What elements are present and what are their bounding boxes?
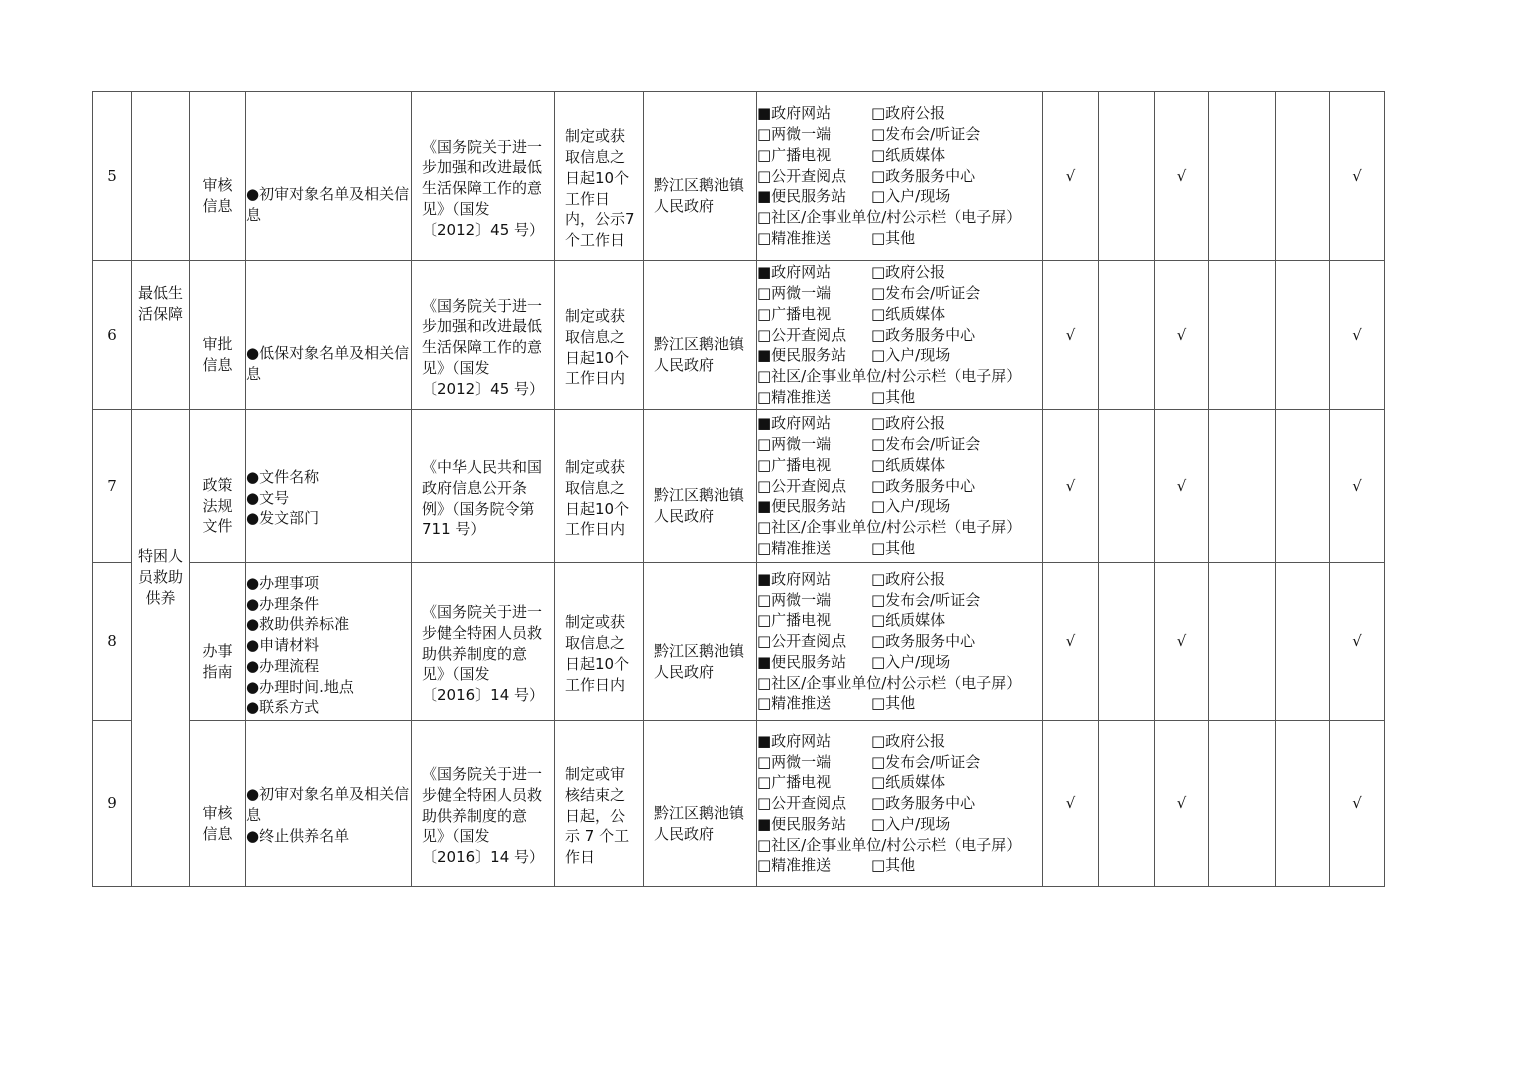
content-cell (246, 92, 412, 261)
subject-cell (644, 563, 757, 721)
basis-cell-text: 《国务院关于进一步加强和改进最低生活保障工作的意见》（国发〔2012〕45 号） (422, 296, 545, 398)
time-limit-cell (555, 410, 644, 563)
content-item: ●初审对象名单及相关信息 (246, 185, 410, 224)
table-row (93, 261, 1385, 410)
check-mark-cell: √ (1043, 92, 1099, 261)
channel-option: □社区/企事业单位/村公示栏（电子屏） (757, 835, 1022, 854)
basis-cell (412, 721, 555, 887)
time-limit-cell-text: 制定或获取信息之日起10个工作日内 (565, 613, 630, 694)
channel-option: ■便民服务站 (757, 346, 847, 365)
subject-cell-text: 黔江区鹅池镇人民政府 (654, 335, 745, 374)
channel-option: □广播电视 (757, 611, 832, 630)
channel-option: □广播电视 (757, 773, 832, 792)
check-mark-cell: √ (1330, 410, 1385, 563)
channel-option: □政府公报 (871, 731, 946, 750)
channel-option: □政务服务中心 (871, 166, 976, 185)
empty-cell (1276, 563, 1330, 721)
subcategory-label: 审核信息 (202, 176, 233, 215)
content-item: ●文号 (246, 488, 290, 507)
channel-option: □其他 (871, 228, 916, 247)
channel-option: □两微一端 (757, 590, 832, 609)
channel-option: □纸质媒体 (871, 455, 946, 474)
subcategory-cell (190, 92, 246, 261)
channel-option: □其他 (871, 856, 916, 875)
channel-option: ■政府网站 (757, 731, 832, 750)
check-mark-cell: √ (1155, 721, 1209, 887)
check-mark-cell: √ (1043, 721, 1099, 887)
basis-cell (412, 410, 555, 563)
content-item: ●办理条件 (246, 594, 320, 613)
basis-cell-text: 《国务院关于进一步健全特困人员救助供养制度的意见》（国发〔2016〕14 号） (422, 603, 545, 705)
channel-option: □公开查阅点 (757, 476, 847, 495)
subject-cell (644, 721, 757, 887)
empty-cell (1209, 92, 1276, 261)
channel-option: □公开查阅点 (757, 325, 847, 344)
subject-cell-text: 黔江区鹅池镇人民政府 (654, 486, 745, 525)
channel-option: □政府公报 (871, 414, 946, 433)
time-limit-cell-text: 制定或获取信息之日起10个工作日内 (565, 306, 630, 388)
subject-cell (644, 410, 757, 563)
check-mark-cell: √ (1155, 410, 1209, 563)
content-item: ●文件名称 (246, 467, 320, 486)
check-mark-cell: √ (1330, 92, 1385, 261)
content-item: ●办理事项 (246, 573, 320, 592)
table-row (93, 410, 1385, 563)
channels-cell (757, 563, 1043, 721)
basis-cell (412, 261, 555, 410)
content-item: ●联系方式 (246, 698, 320, 717)
category-label: 最低生活保障 (138, 284, 184, 323)
channel-option: □广播电视 (757, 304, 832, 323)
category-cell-dibao (132, 261, 190, 410)
channel-option: ■政府网站 (757, 263, 832, 282)
channel-option: □社区/企事业单位/村公示栏（电子屏） (757, 208, 1022, 227)
check-mark-cell: √ (1330, 563, 1385, 721)
channel-option: □精准推送 (757, 538, 832, 557)
channel-option: ■便民服务站 (757, 187, 847, 206)
empty-cell (1099, 261, 1155, 410)
content-cell (246, 261, 412, 410)
subcategory-cell (190, 563, 246, 721)
channel-option: □发布会/听证会 (871, 125, 981, 143)
content-cell (246, 410, 412, 563)
content-cell (246, 721, 412, 887)
row-number: 6 (93, 261, 132, 410)
channel-option: □纸质媒体 (871, 611, 946, 630)
time-limit-cell (555, 261, 644, 410)
channel-option: □精准推送 (757, 694, 832, 713)
subject-cell (644, 92, 757, 261)
channel-option: □入户/现场 (871, 346, 951, 365)
content-item: ●申请材料 (246, 636, 320, 655)
content-item: ●办理流程 (246, 656, 320, 675)
time-limit-cell (555, 92, 644, 261)
subject-cell-text: 黔江区鹅池镇人民政府 (654, 803, 745, 843)
empty-cell (1099, 563, 1155, 721)
subcategory-label: 审核信息 (202, 803, 233, 843)
channel-option: □纸质媒体 (871, 145, 946, 164)
row-number: 7 (93, 410, 132, 563)
channel-option: ■便民服务站 (757, 497, 847, 516)
empty-cell (1099, 721, 1155, 887)
channels-cell (757, 92, 1043, 261)
channel-option: □社区/企事业单位/村公示栏（电子屏） (757, 518, 1022, 537)
empty-cell (1099, 410, 1155, 563)
channel-option: □广播电视 (757, 145, 832, 164)
channel-option: □两微一端 (757, 125, 832, 143)
subject-cell-text: 黔江区鹅池镇人民政府 (654, 176, 745, 215)
channel-option: □公开查阅点 (757, 794, 847, 813)
channel-option: □社区/企事业单位/村公示栏（电子屏） (757, 673, 1022, 692)
channel-option: □两微一端 (757, 752, 832, 771)
channel-option: □纸质媒体 (871, 304, 946, 323)
basis-cell (412, 92, 555, 261)
channel-option: □入户/现场 (871, 187, 951, 206)
channel-option: □纸质媒体 (871, 773, 946, 792)
channel-option: □入户/现场 (871, 652, 951, 671)
check-mark-cell: √ (1155, 92, 1209, 261)
channel-option: □社区/企事业单位/村公示栏（电子屏） (757, 367, 1022, 386)
time-limit-cell-text: 制定或审核结束之日起，公示 7 个工作日 (565, 765, 630, 867)
channel-option: □公开查阅点 (757, 632, 847, 651)
empty-cell (1209, 563, 1276, 721)
channel-option: □其他 (871, 694, 916, 713)
channel-option: ■政府网站 (757, 414, 832, 433)
channel-option: □政府公报 (871, 104, 946, 123)
subcategory-cell (190, 721, 246, 887)
basis-cell-text: 《国务院关于进一步健全特困人员救助供养制度的意见》（国发〔2016〕14 号） (422, 765, 545, 867)
channel-option: □发布会/听证会 (871, 590, 981, 609)
channel-option: □两微一端 (757, 435, 832, 453)
channel-option: □其他 (871, 538, 916, 557)
channel-option: □发布会/听证会 (871, 284, 981, 302)
category-label: 特困人员救助供养 (138, 547, 184, 607)
empty-cell (1276, 721, 1330, 887)
subject-cell (644, 261, 757, 410)
channel-option: □政务服务中心 (871, 632, 976, 651)
channel-option: ■便民服务站 (757, 652, 847, 671)
subcategory-label: 审批信息 (202, 335, 233, 374)
check-mark-cell: √ (1155, 261, 1209, 410)
empty-cell (1209, 261, 1276, 410)
channel-option: □广播电视 (757, 455, 832, 474)
empty-cell (1276, 92, 1330, 261)
basis-cell-text: 《中华人民共和国政府信息公开条例》（国务院令第 711 号） (422, 457, 543, 539)
channel-option: ■便民服务站 (757, 814, 847, 833)
category-cell-empty (132, 92, 190, 261)
subcategory-label: 政策法规文件 (202, 475, 233, 536)
check-mark-cell: √ (1043, 563, 1099, 721)
check-mark-cell: √ (1330, 261, 1385, 410)
basis-cell-text: 《国务院关于进一步加强和改进最低生活保障工作的意见》（国发〔2012〕45 号） (422, 137, 545, 239)
check-mark-cell: √ (1330, 721, 1385, 887)
subcategory-label: 办事指南 (202, 641, 233, 681)
channel-option: □公开查阅点 (757, 166, 847, 185)
content-item: ●初审对象名单及相关信息 (246, 785, 410, 825)
empty-cell (1209, 721, 1276, 887)
channel-option: □其他 (871, 387, 916, 406)
channel-option: □发布会/听证会 (871, 752, 981, 771)
channel-option: □政务服务中心 (871, 476, 976, 495)
table-row (93, 92, 1385, 261)
time-limit-cell (555, 721, 644, 887)
basis-cell (412, 563, 555, 721)
channel-option: □政府公报 (871, 569, 946, 588)
subcategory-cell (190, 261, 246, 410)
category-cell-tekun (132, 410, 190, 887)
channel-option: ■政府网站 (757, 104, 832, 123)
channel-option: □精准推送 (757, 856, 832, 875)
channel-option: □发布会/听证会 (871, 435, 981, 453)
channel-option: □政务服务中心 (871, 325, 976, 344)
empty-cell (1276, 410, 1330, 563)
channel-option: □政府公报 (871, 263, 946, 282)
subject-cell-text: 黔江区鹅池镇人民政府 (654, 641, 745, 681)
table-row (93, 721, 1385, 887)
time-limit-cell-text: 制定或获取信息之日起10个工作日内，公示7个工作日 (565, 127, 635, 250)
row-number: 9 (93, 721, 132, 887)
subcategory-cell (190, 410, 246, 563)
empty-cell (1209, 410, 1276, 563)
channel-option: ■政府网站 (757, 569, 832, 588)
content-item: ●发文部门 (246, 509, 320, 528)
content-cell (246, 563, 412, 721)
empty-cell (1276, 261, 1330, 410)
channels-cell (757, 261, 1043, 410)
row-number: 8 (93, 563, 132, 721)
content-item: ●救助供养标准 (246, 615, 350, 634)
channel-option: □政务服务中心 (871, 794, 976, 813)
channels-cell (757, 721, 1043, 887)
content-item: ●低保对象名单及相关信息 (246, 344, 410, 383)
channel-option: □入户/现场 (871, 814, 951, 833)
channel-option: □精准推送 (757, 387, 832, 406)
channel-option: □两微一端 (757, 284, 832, 302)
content-item: ●终止供养名单 (246, 826, 350, 845)
check-mark-cell: √ (1043, 410, 1099, 563)
row-number: 5 (93, 92, 132, 261)
empty-cell (1099, 92, 1155, 261)
time-limit-cell (555, 563, 644, 721)
channels-cell (757, 410, 1043, 563)
check-mark-cell: √ (1043, 261, 1099, 410)
check-mark-cell: √ (1155, 563, 1209, 721)
channel-option: □入户/现场 (871, 497, 951, 516)
disclosure-table (92, 91, 1385, 887)
content-item: ●办理时间.地点 (246, 677, 354, 696)
channel-option: □精准推送 (757, 228, 832, 247)
time-limit-cell-text: 制定或获取信息之日起10个工作日内 (565, 457, 630, 539)
table-row (93, 563, 1385, 721)
